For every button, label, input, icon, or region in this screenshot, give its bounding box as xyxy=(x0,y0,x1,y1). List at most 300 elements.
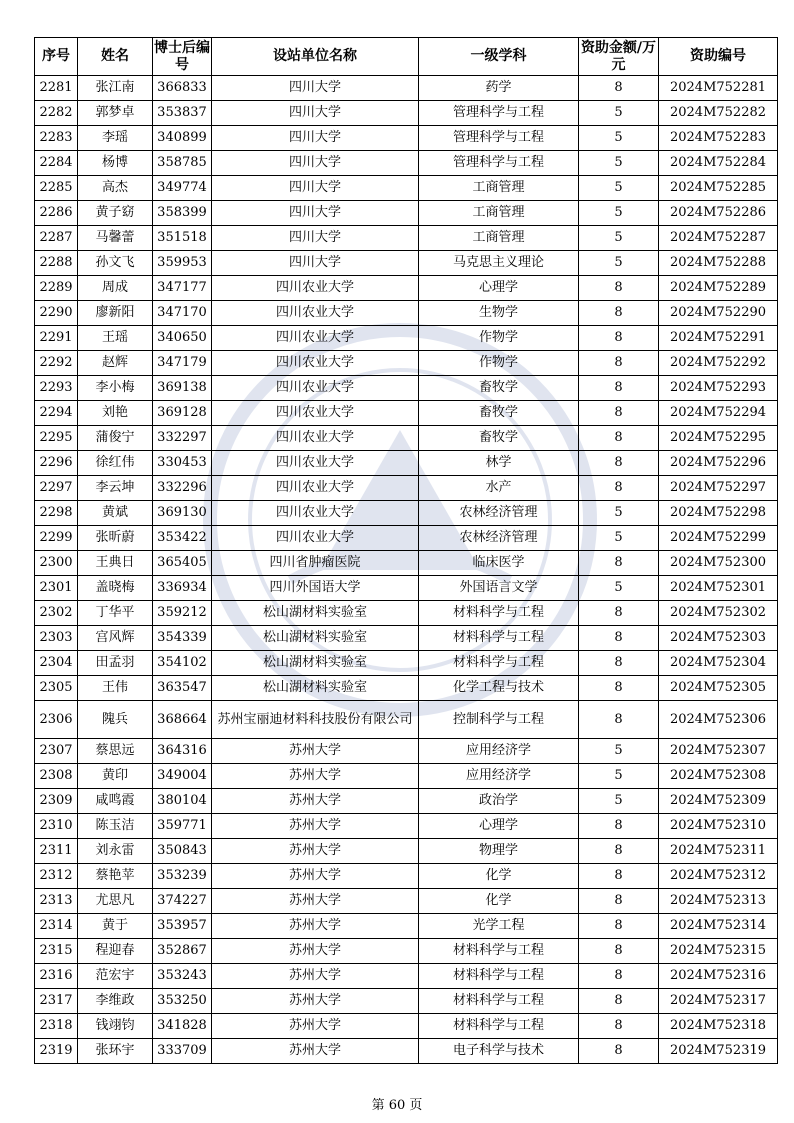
col-header-postdoc-id: 博士后编号 xyxy=(153,38,212,76)
cell-grant-no: 2024M752282 xyxy=(659,101,778,126)
cell-amount: 8 xyxy=(579,814,659,839)
cell-postdoc-id: 347179 xyxy=(153,351,212,376)
cell-name: 张江南 xyxy=(78,76,153,101)
cell-amount: 8 xyxy=(579,601,659,626)
cell-name: 张环宇 xyxy=(78,1039,153,1064)
table-row xyxy=(35,651,778,676)
table-row xyxy=(35,176,778,201)
table-row xyxy=(35,964,778,989)
cell-grant-no: 2024M752286 xyxy=(659,201,778,226)
cell-index: 2290 xyxy=(35,301,78,326)
cell-postdoc-id: 369138 xyxy=(153,376,212,401)
table-row xyxy=(35,1039,778,1064)
cell-discipline: 农林经济管理 xyxy=(419,526,579,551)
cell-index: 2308 xyxy=(35,764,78,789)
cell-grant-no: 2024M752295 xyxy=(659,426,778,451)
table-row xyxy=(35,426,778,451)
table-row xyxy=(35,401,778,426)
cell-discipline: 电子科学与技术 xyxy=(419,1039,579,1064)
cell-index: 2288 xyxy=(35,251,78,276)
cell-grant-no: 2024M752308 xyxy=(659,764,778,789)
cell-index: 2302 xyxy=(35,601,78,626)
cell-name: 蒲俊宁 xyxy=(78,426,153,451)
cell-postdoc-id: 351518 xyxy=(153,226,212,251)
cell-grant-no: 2024M752290 xyxy=(659,301,778,326)
table-row xyxy=(35,601,778,626)
cell-unit: 四川大学 xyxy=(212,201,419,226)
cell-postdoc-id: 353250 xyxy=(153,989,212,1014)
cell-discipline: 材料科学与工程 xyxy=(419,989,579,1014)
cell-discipline: 临床医学 xyxy=(419,551,579,576)
cell-discipline: 材料科学与工程 xyxy=(419,651,579,676)
cell-unit: 苏州大学 xyxy=(212,814,419,839)
cell-name: 张昕蔚 xyxy=(78,526,153,551)
cell-unit: 四川大学 xyxy=(212,76,419,101)
cell-grant-no: 2024M752315 xyxy=(659,939,778,964)
cell-index: 2294 xyxy=(35,401,78,426)
cell-postdoc-id: 347177 xyxy=(153,276,212,301)
table-row xyxy=(35,476,778,501)
cell-unit: 苏州大学 xyxy=(212,889,419,914)
table-row xyxy=(35,351,778,376)
cell-discipline: 畜牧学 xyxy=(419,401,579,426)
cell-index: 2319 xyxy=(35,1039,78,1064)
cell-postdoc-id: 359953 xyxy=(153,251,212,276)
cell-grant-no: 2024M752313 xyxy=(659,889,778,914)
cell-postdoc-id: 349774 xyxy=(153,176,212,201)
cell-index: 2303 xyxy=(35,626,78,651)
cell-index: 2311 xyxy=(35,839,78,864)
cell-name: 陈玉洁 xyxy=(78,814,153,839)
cell-postdoc-id: 336934 xyxy=(153,576,212,601)
cell-postdoc-id: 358785 xyxy=(153,151,212,176)
table-row xyxy=(35,1014,778,1039)
cell-index: 2318 xyxy=(35,1014,78,1039)
cell-amount: 8 xyxy=(579,939,659,964)
cell-postdoc-id: 353957 xyxy=(153,914,212,939)
cell-index: 2310 xyxy=(35,814,78,839)
cell-postdoc-id: 353239 xyxy=(153,864,212,889)
cell-name: 刘永雷 xyxy=(78,839,153,864)
cell-name: 宫风辉 xyxy=(78,626,153,651)
cell-name: 蔡艳苹 xyxy=(78,864,153,889)
table-header-row xyxy=(35,38,778,76)
cell-unit: 苏州大学 xyxy=(212,789,419,814)
table-row xyxy=(35,226,778,251)
table-row xyxy=(35,526,778,551)
cell-amount: 5 xyxy=(579,526,659,551)
cell-discipline: 光学工程 xyxy=(419,914,579,939)
cell-index: 2301 xyxy=(35,576,78,601)
cell-index: 2316 xyxy=(35,964,78,989)
cell-postdoc-id: 332296 xyxy=(153,476,212,501)
cell-index: 2314 xyxy=(35,914,78,939)
cell-discipline: 畜牧学 xyxy=(419,376,579,401)
cell-postdoc-id: 368664 xyxy=(153,701,212,739)
cell-unit: 四川大学 xyxy=(212,151,419,176)
cell-postdoc-id: 332297 xyxy=(153,426,212,451)
cell-amount: 5 xyxy=(579,764,659,789)
col-header-amount: 资助金额/万元 xyxy=(579,38,659,76)
cell-name: 隗兵 xyxy=(78,701,153,739)
cell-name: 黄斌 xyxy=(78,501,153,526)
cell-name: 王瑶 xyxy=(78,326,153,351)
cell-amount: 8 xyxy=(579,1039,659,1064)
cell-discipline: 应用经济学 xyxy=(419,764,579,789)
cell-name: 咸鸣霞 xyxy=(78,789,153,814)
cell-discipline: 材料科学与工程 xyxy=(419,601,579,626)
cell-amount: 8 xyxy=(579,839,659,864)
cell-name: 李维政 xyxy=(78,989,153,1014)
cell-discipline: 心理学 xyxy=(419,276,579,301)
table-row xyxy=(35,701,778,739)
table-row xyxy=(35,326,778,351)
cell-amount: 5 xyxy=(579,251,659,276)
cell-grant-no: 2024M752299 xyxy=(659,526,778,551)
cell-name: 李瑶 xyxy=(78,126,153,151)
cell-index: 2307 xyxy=(35,739,78,764)
cell-name: 孙文飞 xyxy=(78,251,153,276)
cell-grant-no: 2024M752291 xyxy=(659,326,778,351)
cell-amount: 8 xyxy=(579,701,659,739)
cell-unit: 苏州大学 xyxy=(212,914,419,939)
cell-amount: 8 xyxy=(579,451,659,476)
col-header-index: 序号 xyxy=(35,38,78,76)
cell-index: 2291 xyxy=(35,326,78,351)
cell-grant-no: 2024M752311 xyxy=(659,839,778,864)
table-row xyxy=(35,376,778,401)
cell-name: 黄于 xyxy=(78,914,153,939)
cell-unit: 四川农业大学 xyxy=(212,276,419,301)
cell-index: 2292 xyxy=(35,351,78,376)
cell-amount: 8 xyxy=(579,401,659,426)
cell-unit: 四川农业大学 xyxy=(212,301,419,326)
cell-discipline: 畜牧学 xyxy=(419,426,579,451)
cell-grant-no: 2024M752284 xyxy=(659,151,778,176)
cell-unit: 松山湖材料实验室 xyxy=(212,626,419,651)
cell-name: 李云坤 xyxy=(78,476,153,501)
cell-amount: 8 xyxy=(579,676,659,701)
cell-grant-no: 2024M752316 xyxy=(659,964,778,989)
cell-amount: 5 xyxy=(579,739,659,764)
cell-discipline: 材料科学与工程 xyxy=(419,939,579,964)
cell-grant-no: 2024M752306 xyxy=(659,701,778,739)
cell-name: 周成 xyxy=(78,276,153,301)
cell-amount: 8 xyxy=(579,426,659,451)
cell-name: 王伟 xyxy=(78,676,153,701)
cell-unit: 四川农业大学 xyxy=(212,326,419,351)
cell-index: 2304 xyxy=(35,651,78,676)
cell-discipline: 生物学 xyxy=(419,301,579,326)
cell-unit: 四川农业大学 xyxy=(212,426,419,451)
cell-postdoc-id: 358399 xyxy=(153,201,212,226)
cell-unit: 苏州大学 xyxy=(212,939,419,964)
cell-postdoc-id: 353837 xyxy=(153,101,212,126)
cell-amount: 8 xyxy=(579,376,659,401)
table-row xyxy=(35,939,778,964)
cell-grant-no: 2024M752298 xyxy=(659,501,778,526)
cell-grant-no: 2024M752289 xyxy=(659,276,778,301)
cell-index: 2297 xyxy=(35,476,78,501)
cell-discipline: 管理科学与工程 xyxy=(419,101,579,126)
cell-amount: 8 xyxy=(579,351,659,376)
cell-grant-no: 2024M752318 xyxy=(659,1014,778,1039)
cell-unit: 四川农业大学 xyxy=(212,526,419,551)
cell-index: 2306 xyxy=(35,701,78,739)
table-row xyxy=(35,451,778,476)
cell-amount: 8 xyxy=(579,326,659,351)
cell-name: 徐红伟 xyxy=(78,451,153,476)
cell-unit: 松山湖材料实验室 xyxy=(212,601,419,626)
col-header-unit: 设站单位名称 xyxy=(212,38,419,76)
cell-discipline: 控制科学与工程 xyxy=(419,701,579,739)
cell-amount: 5 xyxy=(579,789,659,814)
cell-amount: 8 xyxy=(579,989,659,1014)
cell-unit: 四川外国语大学 xyxy=(212,576,419,601)
cell-name: 程迎春 xyxy=(78,939,153,964)
cell-amount: 5 xyxy=(579,501,659,526)
cell-name: 蔡思远 xyxy=(78,739,153,764)
cell-discipline: 作物学 xyxy=(419,326,579,351)
cell-grant-no: 2024M752287 xyxy=(659,226,778,251)
cell-name: 赵辉 xyxy=(78,351,153,376)
cell-discipline: 林学 xyxy=(419,451,579,476)
cell-index: 2281 xyxy=(35,76,78,101)
cell-unit: 四川农业大学 xyxy=(212,451,419,476)
cell-amount: 5 xyxy=(579,201,659,226)
table-row xyxy=(35,676,778,701)
cell-name: 刘艳 xyxy=(78,401,153,426)
cell-discipline: 材料科学与工程 xyxy=(419,626,579,651)
cell-amount: 5 xyxy=(579,176,659,201)
cell-discipline: 工商管理 xyxy=(419,201,579,226)
cell-discipline: 农林经济管理 xyxy=(419,501,579,526)
cell-postdoc-id: 369128 xyxy=(153,401,212,426)
table-row xyxy=(35,764,778,789)
cell-index: 2315 xyxy=(35,939,78,964)
cell-grant-no: 2024M752314 xyxy=(659,914,778,939)
cell-index: 2289 xyxy=(35,276,78,301)
cell-index: 2299 xyxy=(35,526,78,551)
cell-name: 黄子窈 xyxy=(78,201,153,226)
cell-grant-no: 2024M752304 xyxy=(659,651,778,676)
cell-unit: 苏州大学 xyxy=(212,964,419,989)
cell-amount: 5 xyxy=(579,126,659,151)
cell-name: 田孟羽 xyxy=(78,651,153,676)
cell-unit: 四川农业大学 xyxy=(212,376,419,401)
cell-grant-no: 2024M752293 xyxy=(659,376,778,401)
table-row xyxy=(35,101,778,126)
cell-grant-no: 2024M752317 xyxy=(659,989,778,1014)
cell-discipline: 马克思主义理论 xyxy=(419,251,579,276)
cell-discipline: 作物学 xyxy=(419,351,579,376)
cell-postdoc-id: 366833 xyxy=(153,76,212,101)
table-row xyxy=(35,739,778,764)
cell-discipline: 工商管理 xyxy=(419,176,579,201)
cell-discipline: 心理学 xyxy=(419,814,579,839)
cell-discipline: 外国语言文学 xyxy=(419,576,579,601)
table-row xyxy=(35,551,778,576)
page-number: 第 60 页 xyxy=(371,1098,423,1113)
cell-name: 尤思凡 xyxy=(78,889,153,914)
col-header-name: 姓名 xyxy=(78,38,153,76)
table-row xyxy=(35,839,778,864)
cell-grant-no: 2024M752310 xyxy=(659,814,778,839)
cell-unit: 四川农业大学 xyxy=(212,476,419,501)
cell-unit: 苏州宝丽迪材料科技股份有限公司 xyxy=(212,701,419,739)
table-row xyxy=(35,789,778,814)
cell-unit: 苏州大学 xyxy=(212,864,419,889)
cell-discipline: 应用经济学 xyxy=(419,739,579,764)
cell-unit: 四川农业大学 xyxy=(212,501,419,526)
cell-grant-no: 2024M752307 xyxy=(659,739,778,764)
col-header-discipline: 一级学科 xyxy=(419,38,579,76)
cell-grant-no: 2024M752292 xyxy=(659,351,778,376)
cell-unit: 四川大学 xyxy=(212,101,419,126)
cell-unit: 四川大学 xyxy=(212,226,419,251)
cell-unit: 松山湖材料实验室 xyxy=(212,651,419,676)
cell-amount: 8 xyxy=(579,476,659,501)
cell-name: 杨博 xyxy=(78,151,153,176)
table-row xyxy=(35,864,778,889)
table-row xyxy=(35,276,778,301)
cell-grant-no: 2024M752303 xyxy=(659,626,778,651)
cell-index: 2293 xyxy=(35,376,78,401)
funding-table xyxy=(34,37,778,1064)
table-body xyxy=(35,76,778,1064)
col-header-grant-no: 资助编号 xyxy=(659,38,778,76)
cell-postdoc-id: 354102 xyxy=(153,651,212,676)
cell-grant-no: 2024M752301 xyxy=(659,576,778,601)
cell-amount: 5 xyxy=(579,151,659,176)
cell-postdoc-id: 353243 xyxy=(153,964,212,989)
table-row xyxy=(35,301,778,326)
cell-postdoc-id: 333709 xyxy=(153,1039,212,1064)
cell-amount: 8 xyxy=(579,1014,659,1039)
cell-index: 2286 xyxy=(35,201,78,226)
table-row xyxy=(35,501,778,526)
table-row xyxy=(35,76,778,101)
cell-grant-no: 2024M752305 xyxy=(659,676,778,701)
cell-name: 郭梦卓 xyxy=(78,101,153,126)
cell-index: 2305 xyxy=(35,676,78,701)
table-row xyxy=(35,251,778,276)
cell-unit: 苏州大学 xyxy=(212,1039,419,1064)
cell-postdoc-id: 340650 xyxy=(153,326,212,351)
cell-name: 李小梅 xyxy=(78,376,153,401)
cell-name: 廖新阳 xyxy=(78,301,153,326)
cell-discipline: 管理科学与工程 xyxy=(419,151,579,176)
cell-unit: 苏州大学 xyxy=(212,1014,419,1039)
cell-discipline: 化学 xyxy=(419,889,579,914)
table-row xyxy=(35,914,778,939)
table-row xyxy=(35,576,778,601)
cell-postdoc-id: 352867 xyxy=(153,939,212,964)
cell-unit: 四川大学 xyxy=(212,251,419,276)
cell-amount: 5 xyxy=(579,576,659,601)
cell-amount: 8 xyxy=(579,914,659,939)
cell-amount: 5 xyxy=(579,101,659,126)
cell-discipline: 材料科学与工程 xyxy=(419,964,579,989)
cell-grant-no: 2024M752283 xyxy=(659,126,778,151)
cell-grant-no: 2024M752297 xyxy=(659,476,778,501)
cell-postdoc-id: 330453 xyxy=(153,451,212,476)
cell-unit: 四川农业大学 xyxy=(212,401,419,426)
cell-discipline: 水产 xyxy=(419,476,579,501)
cell-grant-no: 2024M752281 xyxy=(659,76,778,101)
cell-amount: 8 xyxy=(579,301,659,326)
cell-amount: 8 xyxy=(579,864,659,889)
cell-index: 2309 xyxy=(35,789,78,814)
cell-unit: 四川农业大学 xyxy=(212,351,419,376)
cell-grant-no: 2024M752312 xyxy=(659,864,778,889)
cell-postdoc-id: 350843 xyxy=(153,839,212,864)
cell-grant-no: 2024M752309 xyxy=(659,789,778,814)
cell-unit: 苏州大学 xyxy=(212,839,419,864)
cell-index: 2296 xyxy=(35,451,78,476)
table-row xyxy=(35,626,778,651)
cell-grant-no: 2024M752294 xyxy=(659,401,778,426)
cell-discipline: 物理学 xyxy=(419,839,579,864)
cell-index: 2284 xyxy=(35,151,78,176)
table-row xyxy=(35,151,778,176)
cell-amount: 8 xyxy=(579,889,659,914)
cell-index: 2287 xyxy=(35,226,78,251)
cell-discipline: 药学 xyxy=(419,76,579,101)
cell-unit: 松山湖材料实验室 xyxy=(212,676,419,701)
cell-discipline: 化学工程与技术 xyxy=(419,676,579,701)
cell-discipline: 政治学 xyxy=(419,789,579,814)
cell-name: 高杰 xyxy=(78,176,153,201)
cell-amount: 8 xyxy=(579,551,659,576)
cell-index: 2300 xyxy=(35,551,78,576)
cell-grant-no: 2024M752302 xyxy=(659,601,778,626)
cell-postdoc-id: 365405 xyxy=(153,551,212,576)
cell-postdoc-id: 349004 xyxy=(153,764,212,789)
cell-postdoc-id: 359771 xyxy=(153,814,212,839)
cell-postdoc-id: 341828 xyxy=(153,1014,212,1039)
cell-postdoc-id: 359212 xyxy=(153,601,212,626)
cell-postdoc-id: 354339 xyxy=(153,626,212,651)
cell-postdoc-id: 374227 xyxy=(153,889,212,914)
cell-amount: 8 xyxy=(579,76,659,101)
cell-postdoc-id: 380104 xyxy=(153,789,212,814)
table-row xyxy=(35,201,778,226)
table-row xyxy=(35,989,778,1014)
cell-index: 2298 xyxy=(35,501,78,526)
cell-postdoc-id: 347170 xyxy=(153,301,212,326)
cell-amount: 8 xyxy=(579,964,659,989)
cell-postdoc-id: 369130 xyxy=(153,501,212,526)
table-row xyxy=(35,814,778,839)
cell-index: 2285 xyxy=(35,176,78,201)
cell-unit: 苏州大学 xyxy=(212,764,419,789)
table-row xyxy=(35,126,778,151)
cell-amount: 8 xyxy=(579,651,659,676)
cell-amount: 8 xyxy=(579,626,659,651)
cell-name: 王典日 xyxy=(78,551,153,576)
cell-index: 2313 xyxy=(35,889,78,914)
cell-unit: 四川大学 xyxy=(212,176,419,201)
cell-grant-no: 2024M752300 xyxy=(659,551,778,576)
cell-name: 马馨蕾 xyxy=(78,226,153,251)
cell-grant-no: 2024M752288 xyxy=(659,251,778,276)
cell-postdoc-id: 363547 xyxy=(153,676,212,701)
cell-index: 2317 xyxy=(35,989,78,1014)
cell-name: 范宏宇 xyxy=(78,964,153,989)
cell-name: 钱翊钧 xyxy=(78,1014,153,1039)
cell-amount: 8 xyxy=(579,276,659,301)
